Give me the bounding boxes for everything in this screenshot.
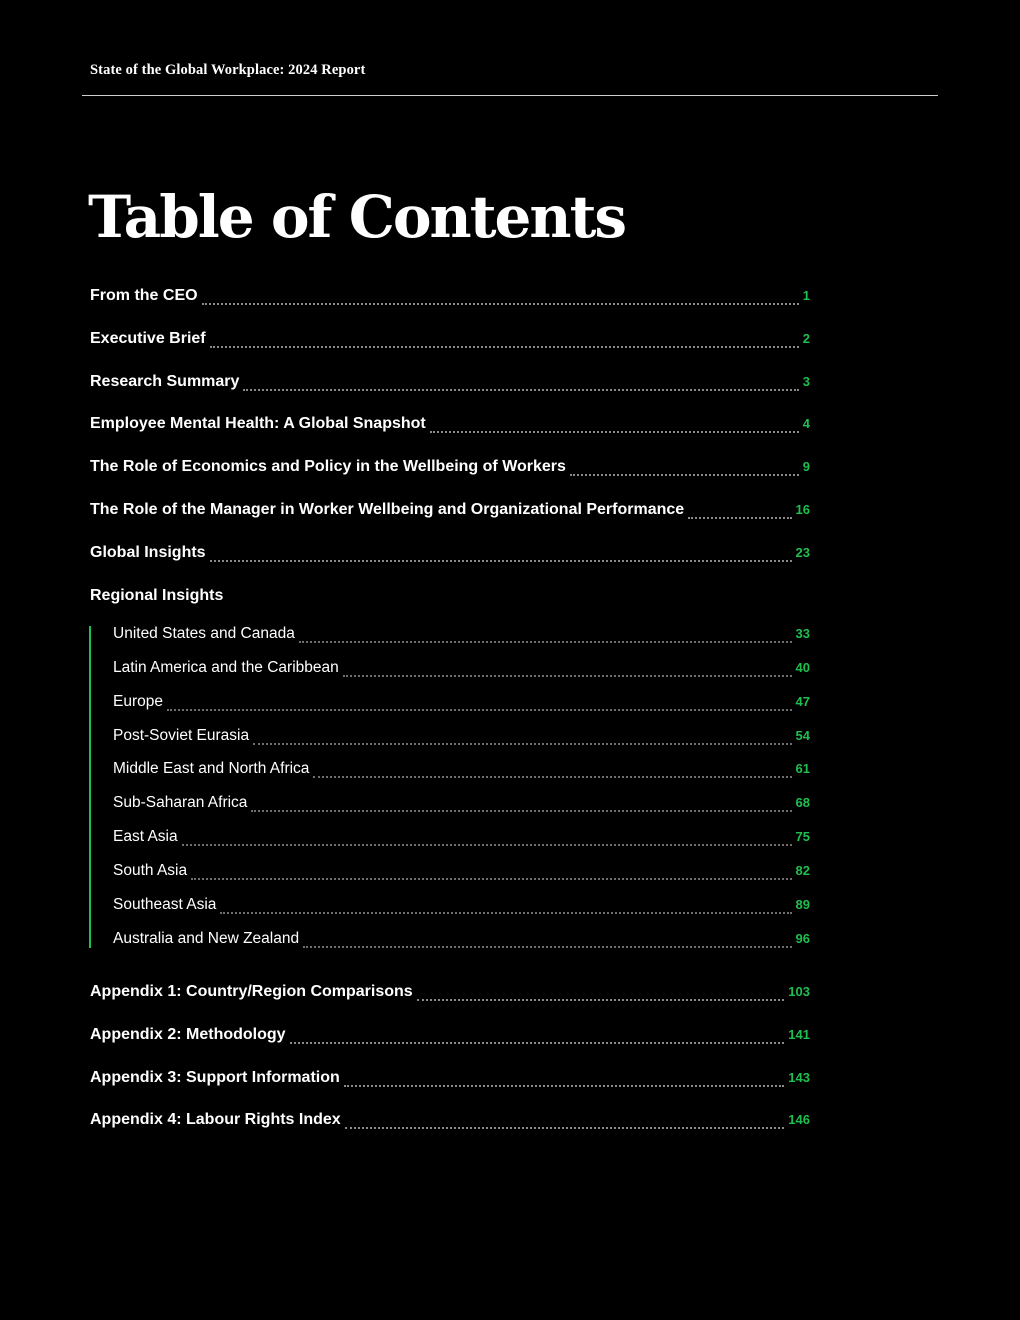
toc-entry-appendix-1[interactable]: [90, 983, 810, 1005]
toc-entry-appendix-2[interactable]: [90, 1026, 810, 1048]
regional-accent-bar: [89, 626, 91, 948]
toc-entry-label: Employee Mental Health: A Global Snapshot: [90, 415, 426, 432]
toc-entry-label: Appendix 4: Labour Rights Index: [90, 1111, 341, 1128]
dot-leader: [417, 998, 785, 1001]
regional-insights-heading: Regional Insights: [90, 587, 224, 604]
toc-entry-sub-saharan-africa[interactable]: [113, 794, 810, 816]
toc-entry-economics-and-policy[interactable]: [90, 458, 810, 480]
header-divider: [82, 95, 938, 96]
toc-page-number: 103: [788, 984, 810, 999]
dot-leader: [243, 388, 798, 391]
dot-leader: [167, 708, 792, 711]
toc-entry-appendix-4[interactable]: [90, 1111, 810, 1133]
dot-leader: [313, 775, 791, 778]
toc-page-number: 33: [795, 626, 810, 641]
toc-entry-executive-brief[interactable]: [90, 330, 810, 352]
toc-entry-label: East Asia: [113, 828, 178, 845]
toc-page-number: 89: [795, 897, 810, 912]
toc-entry-label: Middle East and North Africa: [113, 760, 310, 777]
dot-leader: [210, 345, 799, 348]
toc-entry-appendix-3[interactable]: [90, 1069, 810, 1091]
toc-entry-label: Research Summary: [90, 373, 240, 390]
toc-entry-research-summary[interactable]: [90, 373, 810, 395]
toc-entry-label: Post-Soviet Eurasia: [113, 727, 250, 744]
toc-entry-employee-mental-health[interactable]: [90, 415, 810, 437]
dot-leader: [191, 877, 791, 880]
toc-entry-label: Australia and New Zealand: [113, 930, 300, 947]
toc-entry-label: Appendix 1: Country/Region Comparisons: [90, 983, 413, 1000]
toc-entry-label: Latin America and the Caribbean: [113, 659, 339, 676]
dot-leader: [344, 1084, 785, 1087]
toc-entry-label: Executive Brief: [90, 330, 206, 347]
toc-entry-label: Global Insights: [90, 544, 206, 561]
dot-leader: [430, 430, 799, 433]
toc-entry-label: Appendix 3: Support Information: [90, 1069, 340, 1086]
toc-page-number: 2: [802, 331, 810, 346]
dot-leader: [253, 742, 791, 745]
dot-leader: [688, 516, 791, 519]
toc-page-number: 4: [802, 416, 810, 431]
toc-page-number: 54: [795, 728, 810, 743]
toc-entry-latin-america[interactable]: [113, 659, 810, 681]
running-header: State of the Global Workplace: 2024 Report: [90, 62, 366, 78]
dot-leader: [303, 945, 791, 948]
dot-leader: [251, 809, 791, 812]
dot-leader: [570, 473, 799, 476]
toc-entry-role-of-the-manager[interactable]: [90, 501, 810, 523]
toc-page-number: 61: [795, 761, 810, 776]
toc-entry-australia-and-new-zealand[interactable]: [113, 930, 810, 952]
toc-entry-label: The Role of Economics and Policy in the Wellbeing of Workers: [90, 458, 566, 475]
dot-leader: [202, 302, 799, 305]
toc-page-number: 47: [795, 694, 810, 709]
toc-entry-label: Sub-Saharan Africa: [113, 794, 248, 811]
dot-leader: [343, 674, 792, 677]
dot-leader: [210, 559, 792, 562]
toc-entry-europe[interactable]: [113, 693, 810, 715]
toc-page-number: 3: [802, 374, 810, 389]
toc-page-number: 143: [788, 1070, 810, 1085]
toc-entry-southeast-asia[interactable]: [113, 896, 810, 918]
toc-entry-global-insights[interactable]: [90, 544, 810, 566]
toc-entry-from-the-ceo[interactable]: [90, 287, 810, 309]
dot-leader: [345, 1126, 785, 1129]
toc-page-number: 9: [802, 459, 810, 474]
toc-entry-label: Europe: [113, 693, 163, 710]
toc-page-number: 141: [788, 1027, 810, 1042]
dot-leader: [182, 843, 792, 846]
dot-leader: [290, 1041, 785, 1044]
dot-leader: [299, 640, 792, 643]
toc-entry-label: South Asia: [113, 862, 188, 879]
toc-page-number: 23: [795, 545, 810, 560]
toc-entry-label: From the CEO: [90, 287, 198, 304]
toc-entry-label: Appendix 2: Methodology: [90, 1026, 286, 1043]
toc-entry-label: Southeast Asia: [113, 896, 217, 913]
toc-page-number: 146: [788, 1112, 810, 1127]
toc-entry-middle-east-and-north-africa[interactable]: [113, 760, 810, 782]
toc-page-number: 40: [795, 660, 810, 675]
toc-page-number: 68: [795, 795, 810, 810]
toc-entry-east-asia[interactable]: [113, 828, 810, 850]
toc-page-number: 75: [795, 829, 810, 844]
toc-entry-post-soviet-eurasia[interactable]: [113, 727, 810, 749]
toc-entry-label: United States and Canada: [113, 625, 295, 642]
toc-entry-label: The Role of the Manager in Worker Wellbeing and Organizational Performance: [90, 501, 685, 518]
toc-page-number: 82: [795, 863, 810, 878]
toc-entry-south-asia[interactable]: [113, 862, 810, 884]
toc-page-number: 16: [795, 502, 810, 517]
dot-leader: [220, 911, 791, 914]
toc-entry-united-states-and-canada[interactable]: [113, 625, 810, 647]
page-title: Table of Contents: [88, 183, 626, 251]
toc-page-number: 1: [802, 288, 810, 303]
toc-page-number: 96: [795, 931, 810, 946]
